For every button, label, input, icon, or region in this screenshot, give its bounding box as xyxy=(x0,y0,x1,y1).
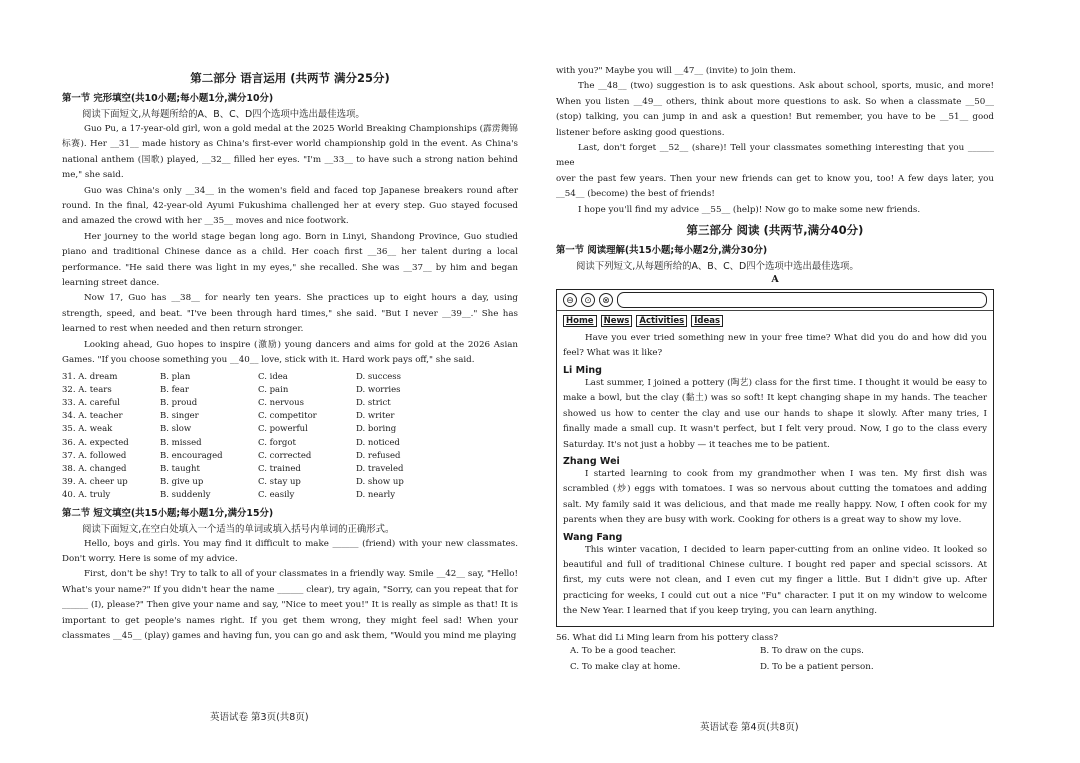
part1-instructions: 阅读下面短文,从每题所给的A、B、C、D四个选项中选出最佳选项。 xyxy=(82,109,365,120)
passage-paragraph: First, don't be shy! Try to talk to all of your classmates in a friendly way. Smile __42__ say, "Hello! What's your name?" If you didn't hear the name ______ clear), try again, "Sorry, can you repeat that for ______ (I), please?" Then give your name and say, "Nice to meet you!" It is really as simple as that! It is important to get people's names right. If you get them wrong, they might feel sad! When your classmates __45__ (play) games and having fun, you can go and ask them, "Would you mind me playing xyxy=(62,569,518,641)
passage-paragraph: I hope you'll find my advice __55__ (help)! Now go to make some new friends. xyxy=(578,204,921,215)
page-footer: 英语试卷 第3页(共8页) xyxy=(210,712,309,723)
passage-paragraph: Hello, boys and girls. You may find it difficult to make ______ (friend) with your new classmates. Don't worry. Here is some of my advice. xyxy=(62,538,518,564)
option-row: 36. A. expected B. missed C. forgot D. noticed xyxy=(62,437,400,448)
person-name: Li Ming xyxy=(563,364,602,376)
option-row: 38. A. changed B. taught C. trained D. traveled xyxy=(62,463,404,474)
part2-instructions: 阅读下面短文,在空白处填入一个适当的单词或填入括号内单词的正确形式。 xyxy=(82,523,395,535)
passage-paragraph: Her journey to the world stage began long ago. Born in Linyi, Shandong Province, Guo studied piano and traditional Chinese dance as a child. Her coach first __36__ her talent during a local performance. "He said there was light in my eyes," she recalled. She was __37__ by him and began learning street dance. xyxy=(62,231,518,289)
question-56: 56. What did Li Ming learn from his pottery class? xyxy=(556,632,779,643)
option-row: 39. A. cheer up B. give up C. stay up D. show up xyxy=(62,477,404,488)
tab-home: Home xyxy=(563,315,597,327)
part1-title: 第一节 完形填空(共10小题;每小题1分,满分10分) xyxy=(62,93,274,104)
passage-paragraph: Looking ahead, Guo hopes to inspire (激励) young dancers and aims for gold at the 2026 Asian Games. "If you choose something you __40__ love, stick with it. Hard work pays off," she said. xyxy=(62,339,518,366)
person-text: This winter vacation, I decided to learn paper-cutting from an online video. It looked so beautiful and full of traditional Chinese culture. I bought red paper and special scissors. At first, my cuts were not clean, and I even cut my finger a little. But I didn't give up. After practicing for weeks, I could cut out a nice "Fu" character. I put it on my window to welcome the New Year. I learned that if you keep trying, you can learn anything. xyxy=(563,544,987,617)
reading-part1-title: 第一节 阅读理解(共15小题;每小题2分,满分30分) xyxy=(556,245,768,257)
passage-paragraph: The __48__ (two) suggestion is to ask questions. Ask about school, sports, music, and more! When you listen __49__ others, think about more questions to ask. So when a classmate __50__ (stop) talking, you can jump in and ask a question! But remember, you have to be __51__ good listener before asking good questions. xyxy=(556,81,994,138)
reading-part1-instructions: 阅读下列短文,从每题所给的A、B、C、D四个选项中选出最佳选项。 xyxy=(576,261,859,273)
passage-label: A xyxy=(771,274,779,286)
tab-news: News xyxy=(601,315,633,327)
page-footer: 英语试卷 第4页(共8页) xyxy=(700,722,799,733)
browser-bar xyxy=(557,290,993,311)
person-text: Last summer, I joined a pottery (陶艺) class for the first time. I thought it would be easy to make a bowl, but the clay (黏土) was so soft! It kept changing shape in my hands. The teacher showed us how to center the clay and use our hands to shape it slowly. After many tries, I finally made a small cup. It wasn't perfect, but I felt very proud. Now, I go to the class every Saturday. It's not just a hobby — it teaches me to be patient. xyxy=(563,377,987,450)
option-row: 34. A. teacher B. singer C. competitor D. writer xyxy=(62,411,395,422)
passage-paragraph: Guo Pu, a 17-year-old girl, won a gold medal at the 2025 World Breaking Championships (霹雳舞锦标赛). Her __31__ made history as China's first-ever world championship gold in the event. As China's national anthem (国歌) played, __32__ filled her eyes. "I'm __33__ to have such a strong nation behind me," she said. xyxy=(62,124,518,181)
options-list xyxy=(62,371,518,503)
passage-paragraph: Last, don't forget __52__ (share)! Tell your classmates something interesting that you ______ mee xyxy=(556,143,994,169)
section-title-2: 第二部分 语言运用 (共两节 满分25分) xyxy=(190,71,390,85)
refresh-icon: ⊙ xyxy=(581,293,595,307)
tab-activities: Activities xyxy=(636,315,687,327)
close-icon: ⊗ xyxy=(599,293,613,307)
question-options: A. To be a good teacher. B. To draw on the cups. xyxy=(570,645,864,656)
right-page xyxy=(540,0,1080,763)
passage-paragraph: over the past few years. Then your new friends can get to know you, too! A few days later, you __54__ (become) the best of friends! xyxy=(556,173,994,200)
address-bar xyxy=(617,292,987,308)
back-icon: ⊖ xyxy=(563,293,577,307)
part2-title: 第二节 短文填空(共15小题;每小题1分,满分15分) xyxy=(62,507,274,519)
intro-text: Have you ever tried something new in your free time? What did you do and how did you feel? What was it like? xyxy=(563,333,987,359)
option-row: 31. A. dream B. plan C. idea D. success xyxy=(62,371,402,382)
section-title-3: 第三部分 阅读 (共两节,满分40分) xyxy=(686,223,864,238)
passage-paragraph: Now 17, Guo has __38__ for nearly ten years. She practices up to eight hours a day, using strength, speed, and beat. "I've been through hard times," she said. "But I never __39__." She has learned to rest when needed and then return stronger. xyxy=(62,293,518,335)
option-row: 40. A. truly B. suddenly C. easily D. nearly xyxy=(62,490,396,501)
person-name: Wang Fang xyxy=(563,531,623,543)
option-row: 33. A. careful B. proud C. nervous D. strict xyxy=(62,397,391,408)
question-options: C. To make clay at home. D. To be a patient person. xyxy=(570,661,874,672)
passage-paragraph: with you?" Maybe you will __47__ (invite) to join them. xyxy=(556,66,796,76)
option-row: 35. A. weak B. slow C. powerful D. boring xyxy=(62,424,397,435)
tab-ideas: Ideas xyxy=(691,315,723,327)
option-row: 37. A. followed B. encouraged C. corrected D. refused xyxy=(62,450,401,461)
site-nav xyxy=(563,315,987,327)
person-name: Zhang Wei xyxy=(563,455,620,467)
person-text: I started learning to cook from my grandmother when I was ten. My first dish was scrambled (炒) eggs with tomatoes. I was so nervous about cutting the tomatoes and adding salt. My family said it was delicious, and that made me really happy. Now, I often cook for my parents when they are busy with work. Cooking for others is a great way to show my love. xyxy=(563,468,987,526)
option-row: 32. A. tears B. fear C. pain D. worries xyxy=(62,384,401,395)
passage-paragraph: Guo was China's only __34__ in the women's field and faced top Japanese breakers round after round. In the final, 42-year-old Ayumi Fukushima challenged her at every step. Guo stayed focused and amazed the crowd with her __35__ moves and nice footwork. xyxy=(62,185,518,227)
webpage-frame xyxy=(556,289,994,627)
